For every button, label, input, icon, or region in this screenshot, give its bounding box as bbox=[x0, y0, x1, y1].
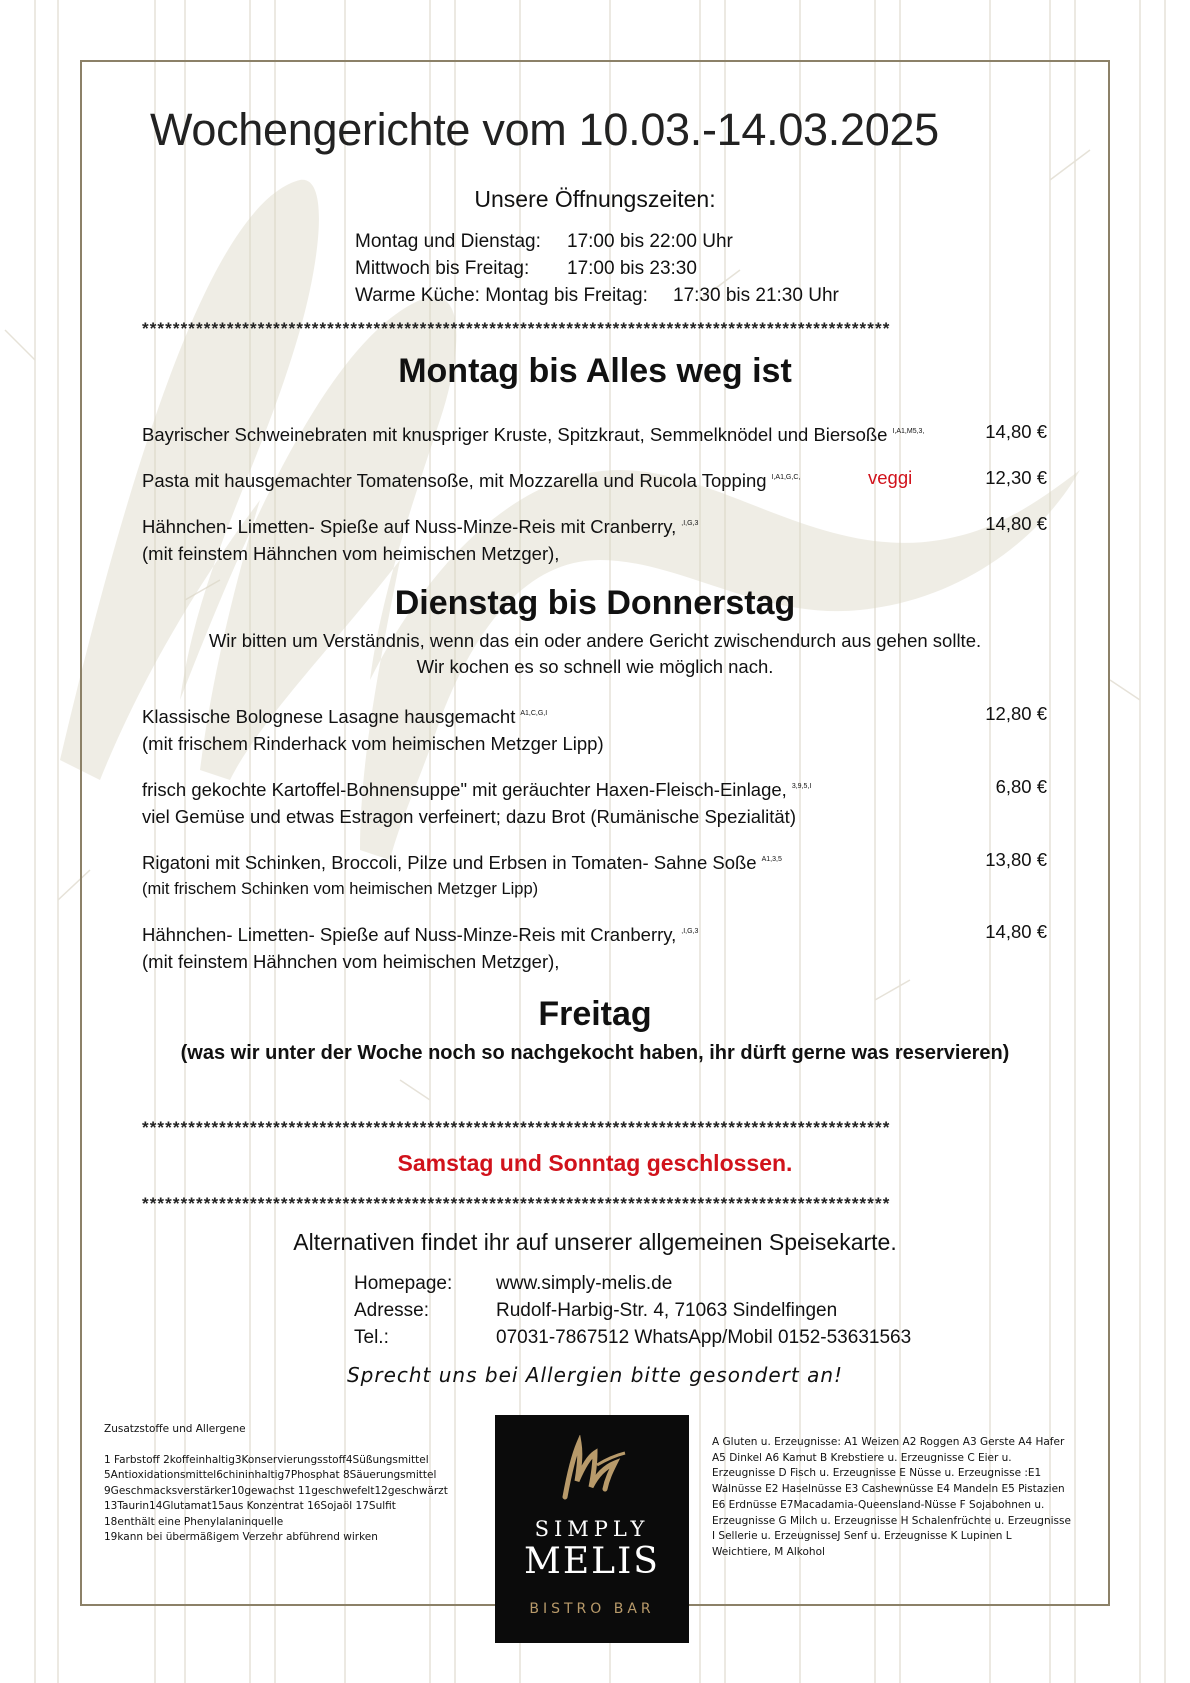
logo-text-bistro-bar: BISTRO BAR bbox=[529, 1601, 655, 1617]
dish-price: 14,80 € bbox=[985, 421, 1047, 442]
dish-price: 6,80 € bbox=[995, 776, 1047, 797]
logo-text-simply: SIMPLY bbox=[534, 1517, 650, 1541]
page-title: Wochengerichte vom 10.03.-14.03.2025 bbox=[150, 104, 939, 155]
divider: ************************************************************************************************* bbox=[142, 319, 891, 338]
dish-item: Pasta mit hausgemachter Tomatensoße, mit Mozzarella und Rucola Topping $^{I,A1,G,C,}$ veggi 12,30 € bbox=[142, 464, 1047, 494]
dish-price: 12,30 € bbox=[985, 467, 1047, 488]
dish-price: 14,80 € bbox=[985, 513, 1047, 534]
logo-brush-mark-icon bbox=[557, 1435, 627, 1505]
veggi-label: veggi bbox=[868, 467, 913, 488]
dish-item: Bayrischer Schweinebraten mit knuspriger Kruste, Spitzkraut, Semmelknödel und Biersoße $^{I,A1,M5,3,}$ 14,80 € bbox=[142, 418, 1047, 448]
section-heading: Montag bis Alles weg ist bbox=[398, 352, 792, 390]
dish-price: 13,80 € bbox=[985, 849, 1047, 870]
section-heading: Dienstag bis Donnerstag bbox=[394, 584, 796, 622]
dish-item: Klassische Bolognese Lasagne hausgemacht $^{A1,C,G,I}$ (mit frischem Rinderhack vom heimischen Metzger Lipp) 12,80 € bbox=[142, 700, 1047, 757]
section-note: (was wir unter der Woche noch so nachgekocht haben, ihr dürft gerne was reservieren) bbox=[180, 1042, 1010, 1064]
hours-row: Montag und Dienstag: 17:00 bis 22:00 Uhr bbox=[355, 231, 733, 252]
divider: ************************************************************************************************* bbox=[142, 1118, 891, 1137]
alternatives-note: Alternativen findet ihr auf unserer allgemeinen Speisekarte. bbox=[293, 1229, 897, 1255]
section-heading: Freitag bbox=[538, 995, 652, 1033]
divider: ************************************************************************************************* bbox=[142, 1194, 891, 1213]
hours-row: Mittwoch bis Freitag: 17:00 bis 23:30 bbox=[355, 258, 697, 279]
phone: 07031-7867512 WhatsApp/Mobil 0152-53631563 bbox=[496, 1327, 912, 1348]
allergy-note: Sprecht uns bei Allergien bitte gesondert an! bbox=[346, 1363, 844, 1387]
dish-price: 14,80 € bbox=[985, 921, 1047, 942]
section-note: Wir kochen es so schnell wie möglich nach. bbox=[416, 656, 774, 677]
dish-price: 12,80 € bbox=[985, 703, 1047, 724]
dish-item: Rigatoni mit Schinken, Broccoli, Pilze und Erbsen in Tomaten- Sahne Soße $^{A1,3,5}$ (mit frischem Schinken vom heimischen Metzger Lipp) 13,80 € bbox=[142, 846, 1047, 903]
dish-item: Hähnchen- Limetten- Spieße auf Nuss-Minze-Reis mit Cranberry, $^{,I,G,3}$ (mit feinstem Hähnchen vom heimischen Metzger), 14,80 € bbox=[142, 918, 1047, 975]
simply-melis-logo bbox=[495, 1415, 689, 1643]
dish-item: frisch gekochte Kartoffel-Bohnensuppe" mit geräuchter Haxen-Fleisch-Einlage, $^{3,9,5,I}$ viel Gemüse und etwas Estragon verfeinert; dazu Brot (Rumänische Spezialität) 6,80 € bbox=[142, 773, 1047, 830]
dish-item: Hähnchen- Limetten- Spieße auf Nuss-Minze-Reis mit Cranberry, $^{,I,G,3}$ (mit feinstem Hähnchen vom heimischen Metzger), 14,80 € bbox=[142, 510, 1047, 567]
additives-list: Zusatzstoffe und Allergene 1 Farbstoff 2koffeinhaltig3Konservierungsstoff4Süßungsmittel 5Antioxidationsmittel6chininhaltig7Phosphat 8Säuerungsmittel 9Geschmacksverstärker10gewachst 11geschwefelt12geschwärzt 13Taurin14Glutamat15aus Konzentrat 16Sojaöl 17Sulfit 18enthält eine Phenylalaninquelle 19kann bei übermäßigem Verzehr abführend wirken bbox=[104, 1423, 448, 1543]
contact-info: Homepage: www.simply-melis.de Adresse: Rudolf-Harbig-Str. 4, 71063 Sindelfingen Tel.: 07031-7867512 WhatsApp/Mobil 0152-53631563 bbox=[354, 1273, 912, 1348]
section-note: Wir bitten um Verständnis, wenn das ein oder andere Gericht zwischendurch aus gehen sollte. bbox=[208, 630, 982, 651]
opening-hours-heading: Unsere Öffnungszeiten: bbox=[474, 186, 716, 212]
hours-row: Warme Küche: Montag bis Freitag: 17:30 bis 21:30 Uhr bbox=[355, 285, 839, 306]
allergens-list: A Gluten u. Erzeugnisse: A1 Weizen A2 Roggen A3 Gerste A4 Hafer A5 Dinkel A6 Kamut B Krebstiere u. Erzeugnisse C Eier u. Erzeugnisse D Fisch u. Erzeugnisse E Nüsse u. Erzeugnisse :E1 Walnüsse E2 Haselnüsse E3 Cashewnüsse E4 Mandeln E5 Pistazien E6 Erdnüsse E7Macadamia-Queensland-Nüsse F Sojabohnen u. Erzeugnisse G Milch u. Erzeugnisse H Schalenfrüchte u. Erzeugnisse I Sellerie u. ErzeugnisseJ Senf u. Erzeugnisse K Lupinen L Weichtiere, M Alkohol bbox=[712, 1436, 1071, 1558]
address: Rudolf-Harbig-Str. 4, 71063 Sindelfingen bbox=[496, 1300, 838, 1321]
closed-notice: Samstag und Sonntag geschlossen. bbox=[397, 1150, 793, 1176]
logo-text-melis: MELIS bbox=[524, 1541, 660, 1582]
homepage-link[interactable]: www.simply-melis.de bbox=[496, 1273, 673, 1294]
opening-hours bbox=[355, 228, 839, 309]
